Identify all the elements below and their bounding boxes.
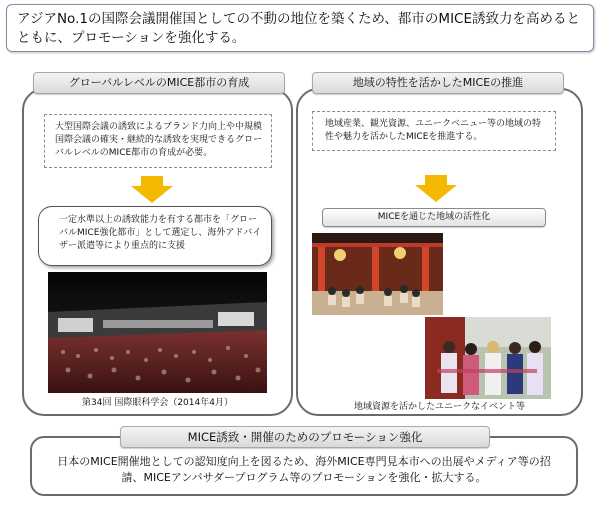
- headline-text: アジアNo.1の国際会議開催国としての不動の地位を築くため、都市のMICE誘致力を高めるとともに、プロモーションを強化する。: [17, 11, 581, 46]
- conference-hall-photo: [48, 272, 267, 393]
- left-issue-text: 大型国際会議の誘致によるブランド力向上や中規模国際会議の確実・継続的な誘致を実現できるグローバルレベルのMICE都市の育成が必要。: [55, 122, 263, 158]
- festival-photo: [312, 233, 443, 315]
- left-measure-box: [38, 206, 272, 266]
- right-panel-title: 地域の特性を活かしたMICEの推進: [312, 72, 564, 94]
- right-photo-caption: 地域資源を活かしたユニークなイベント等: [353, 402, 525, 412]
- left-measure-text: 一定水準以上の誘致能力を有する都市を「グローバルMICE強化都市」として選定し、海外アドバイザー派遣等により重点的に支援: [59, 215, 262, 251]
- right-issue-box: [312, 111, 556, 151]
- right-down-arrow-icon: [413, 175, 459, 203]
- yukata-photo: [425, 317, 551, 399]
- headline-box: [6, 4, 594, 52]
- left-issue-box: [44, 114, 272, 168]
- bottom-panel-title: MICE誘致・開催のためのプロモーション強化: [120, 426, 490, 448]
- left-down-arrow-icon: [129, 176, 175, 204]
- right-measure-label: MICEを通じた地域の活性化: [322, 208, 546, 227]
- bottom-panel-text: 日本のMICE開催地としての認知度向上を図るため、海外MICE専門見本市への出展やメディア等の招請、MICEアンバサダープログラム等のプロモーションを強化・拡大する。: [57, 455, 551, 484]
- right-issue-text: 地域産業、観光資源、ユニークベニュー等の地域の特性や魅力を活かしたMICEを推進する。: [325, 119, 542, 142]
- left-photo-caption: 第34回 国際眼科学会（2014年4月）: [82, 398, 233, 408]
- left-panel-title: グローバルレベルのMICE都市の育成: [33, 72, 285, 94]
